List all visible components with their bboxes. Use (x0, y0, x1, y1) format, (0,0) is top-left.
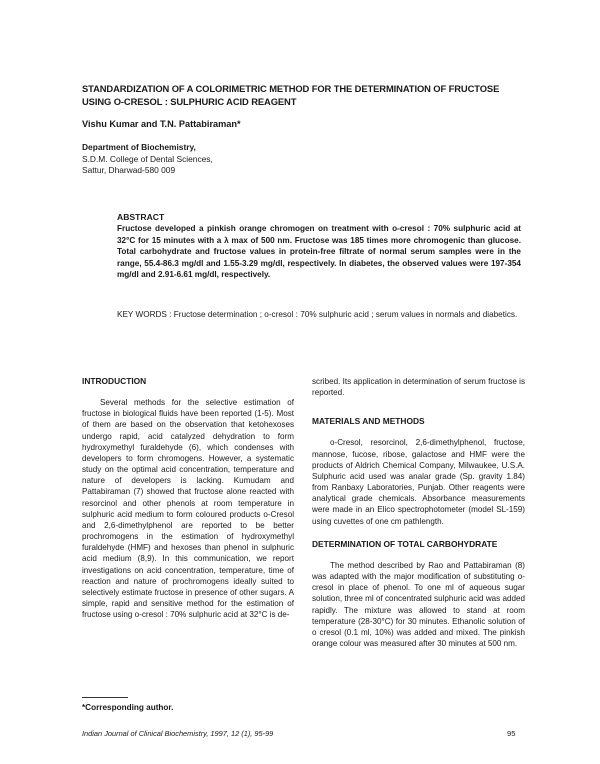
abstract-heading: ABSTRACT (117, 212, 165, 222)
total-carbohydrate-heading: DETERMINATION OF TOTAL CARBOHYDRATE (312, 538, 498, 549)
corresponding-author-footnote: *Corresponding author. (82, 703, 174, 712)
materials-paragraph: o-Cresol, resorcinol, 2,6-dimethylphenol, fructose, mannose, fucose, ribose, galactose and HMF were the products of Aldrich Chemical Company, Milwaukee, U.S.A. Sulphuric acid used was analar grade (Sp. gravity 1.84) from Ranbaxy Laboratories, Punjab. Other reagents were analytical grade chemicals. Absorbance measurements were made in an Elico spectrophotometer (model SL-159) using cuvettes of one cm pathlength. (312, 438, 525, 526)
introduction-paragraph: Several methods for the selective estimation of fructose in biological fluids have been reported (1-5). Most of them are based on the observation that ketohexoses undergo rapid, acid catalyzed dehydration to form hydroxymethyl furaldehyde (6), which condenses with developers to form chromogens. However, a systematic study on the optimal acid concentration, temperature and nature of developers is lacking. Kumudam and Pattabiraman (7) showed that fructose alone reacted with resorcinol and other phenols at room temperature in sulphuric acid medium to form coloured products o-Cresol and 2,6-dimethylphenol are reported to be better prochromogens in the estimation of hydroxymethyl furaldehyde (HMF) and hexoses than phenol in sulphuric acid medium (8,9). In this communication, we report investigations on acid concentration, temperature, time of reaction and nature of prochromogens ideally suited to selectively estimate fructose in presence of other sugars. A simple, rapid and sensitive method for the estimation of fructose using o-cresol : 70% sulphuric acid at 32°C is de- (82, 398, 294, 620)
introduction-heading: INTRODUCTION (82, 376, 147, 386)
total-carbohydrate-paragraph: The method described by Rao and Pattabiraman (8) was adapted with the major modification of substituting o-cresol in place of phenol. To one ml of aqueous sugar solution, three ml of concentrated sulphuric acid was added rapidly. The mixture was allowed to stand at room temperature (28-30°C) for 30 minutes. Ethanolic solution of o cresol (0.1 ml, 10%) was added and mixed. The pinkish orange colour was measured after 30 minutes at 500 nm. (312, 560, 525, 648)
materials-heading: MATERIALS AND METHODS (312, 416, 425, 427)
keywords: KEY WORDS : Fructose determination ; o-cresol : 70% sulphuric acid ; serum values in normals and diabetics. (117, 310, 518, 319)
article-title: STANDARDIZATION OF A COLORIMETRIC METHOD FOR THE DETERMINATION OF FRUCTOSE USING O-CRESOL : SULPHURIC ACID REAGENT (82, 83, 500, 107)
left-column (82, 376, 294, 620)
affiliation-college: S.D.M. College of Dental Sciences, (82, 153, 213, 164)
affiliation-address: Sattur, Dharwad-580 009 (82, 165, 176, 175)
right-column (312, 376, 525, 649)
introduction-continuation: scribed. Its application in determination of serum fructose is reported. (312, 377, 525, 398)
footnote-divider (82, 697, 128, 698)
affiliation-department: Department of Biochemistry, (82, 142, 196, 152)
journal-citation: Indian Journal of Clinical Biochemistry, 1997, 12 (1), 95-99 (82, 729, 274, 738)
author-line: Vishu Kumar and T.N. Pattabiraman* (82, 119, 241, 129)
affiliation-block (82, 142, 213, 177)
abstract-text: Fructose developed a pinkish orange chromogen on treatment with o-cresol : 70% sulphuric acid at 32°C for 15 minutes with a λ max of 500 nm. Fructose was 185 times more chromogenic than glucose. Total carbohydrate and fructose values in protein-free filtrate of normal serum samples were in the range, 55.4-86.3 mg/dl and 1.55-3.29 mg/dl, respectively. In diabetes, the observed values were 197-354 mg/dl and 2.91-6.61 mg/dl, respectively. (117, 224, 521, 279)
page-number: 95 (507, 729, 516, 738)
